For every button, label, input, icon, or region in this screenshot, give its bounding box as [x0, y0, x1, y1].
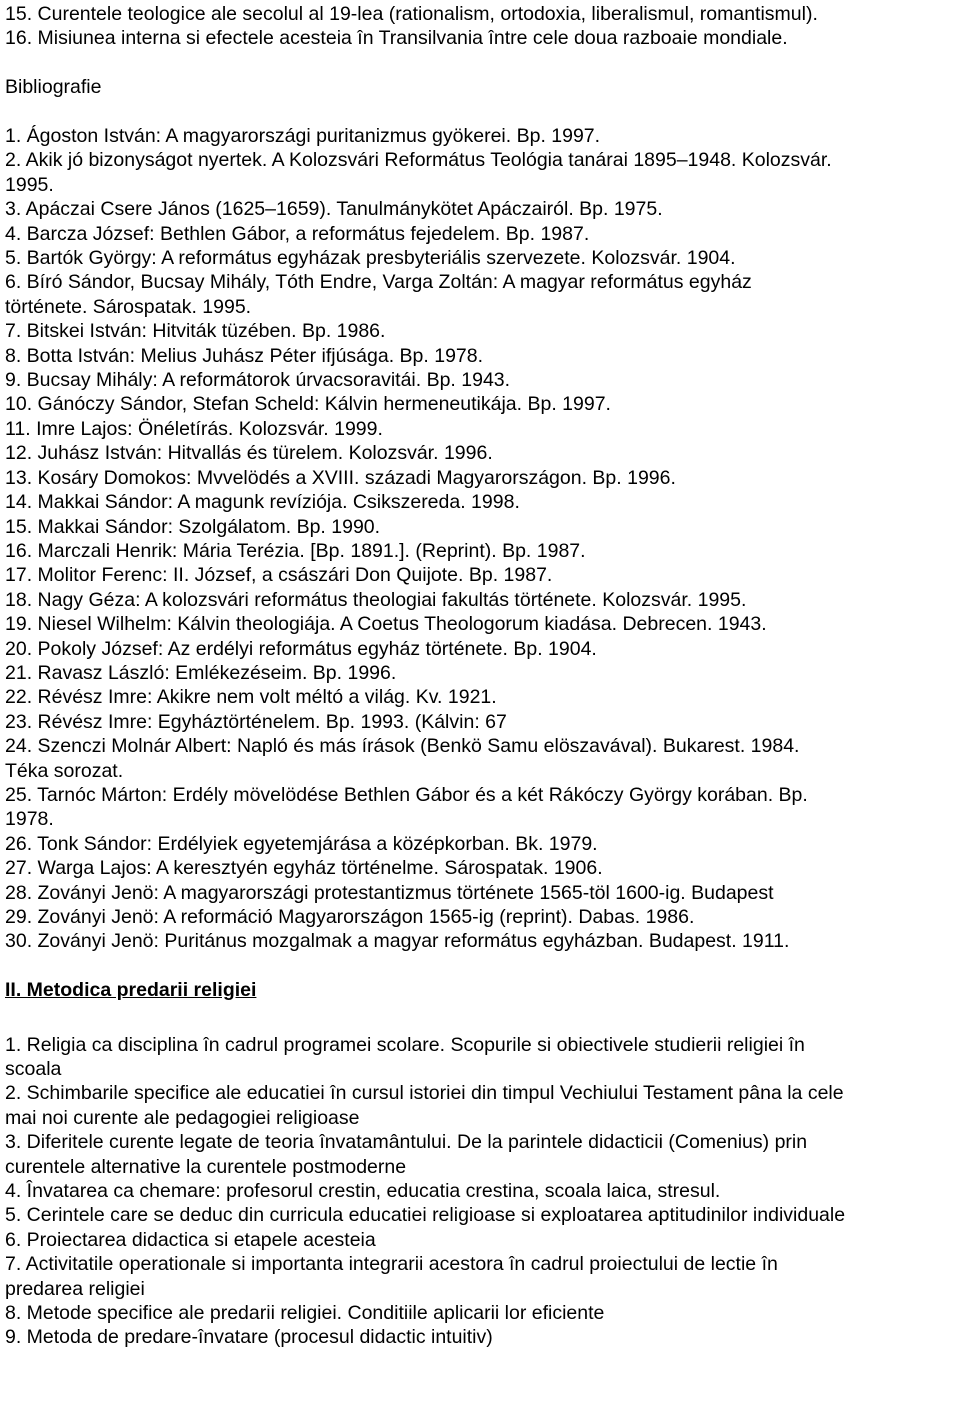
- bibliography-entry: 1978.: [5, 808, 54, 831]
- document-page: [5, 2, 955, 1350]
- bibliography-entry: 17. Molitor Ferenc: II. József, a császári Don Quijote. Bp. 1987.: [5, 564, 553, 587]
- bibliography-entry: 20. Pokoly József: Az erdélyi református egyház története. Bp. 1904.: [5, 637, 597, 660]
- bibliography-title: Bibliografie: [5, 76, 102, 99]
- bibliography-entry: 29. Zoványi Jenö: A reformáció Magyarországon 1565-ig (reprint). Dabas. 1986.: [5, 906, 695, 928]
- bibliography-entry: 19. Niesel Wilhelm: Kálvin theologiája. A Coetus Theologorum kiadása. Debrecen. 1943.: [5, 613, 767, 636]
- bibliography-entry: 2. Akik jó bizonyságot nyertek. A Kolozsvári Református Teológia tanárai 1895–1948. Kolozsvár.: [5, 149, 832, 172]
- section-item: 7. Activitatile operationale si importanta integrarii acestora în cadrul proiectului de lectie în: [5, 1253, 778, 1276]
- bibliography-entry: 6. Bíró Sándor, Bucsay Mihály, Tóth Endre, Varga Zoltán: A magyar református egyház: [5, 271, 752, 294]
- bibliography-entry: 1. Ágoston István: A magyarországi puritanizmus gyökerei. Bp. 1997.: [5, 125, 601, 147]
- bibliography-entry: 7. Bitskei István: Hitviták tüzében. Bp. 1986.: [5, 320, 386, 343]
- section-item: 8. Metode specifice ale predarii religiei. Conditiile aplicarii lor eficiente: [5, 1302, 605, 1325]
- bibliography-entry: Téka sorozat.: [5, 759, 124, 782]
- bibliography-entry: 1995.: [5, 173, 54, 196]
- section-item: 5. Cerintele care se deduc din curricula educatiei religioase si exploatarea aptitudinilor individuale: [5, 1204, 846, 1227]
- section-item: 3. Diferitele curente legate de teoria învatamântului. De la parintele didacticii (Comenius) prin: [5, 1131, 808, 1154]
- bibliography-entry: 22. Révész Imre: Akikre nem volt méltó a világ. Kv. 1921.: [5, 686, 497, 709]
- bibliography-entry: története. Sárospatak. 1995.: [5, 295, 252, 318]
- bibliography-entry: 16. Marczali Henrik: Mária Terézia. [Bp. 1891.]. (Reprint). Bp. 1987.: [5, 539, 586, 562]
- section-item: scoala: [5, 1058, 62, 1081]
- section-item: 9. Metoda de predare-învatare (procesul didactic intuitiv): [5, 1326, 493, 1349]
- section-item: 1. Religia ca disciplina în cadrul programei scolare. Scopurile si obiectivele studierii religiei în: [5, 1033, 805, 1056]
- section-item: curentele alternative la curentele postmoderne: [5, 1155, 407, 1178]
- bibliography-entry: 8. Botta István: Melius Juhász Péter ifjúsága. Bp. 1978.: [5, 344, 484, 367]
- bibliography-entry: 27. Warga Lajos: A keresztyén egyház történelme. Sárospatak. 1906.: [5, 857, 603, 880]
- bibliography-entry: 25. Tarnóc Márton: Erdély mövelödése Bethlen Gábor és a két Rákóczy György korában. Bp.: [5, 783, 808, 806]
- bibliography-entry: 9. Bucsay Mihály: A reformátorok úrvacsoravitái. Bp. 1943.: [5, 369, 511, 392]
- bibliography-entry: 5. Bartók György: A református egyházak presbyteriális szervezete. Kolozsvár. 1904.: [5, 247, 736, 270]
- bibliography-entry: 28. Zoványi Jenö: A magyarországi protestantizmus története 1565-töl 1600-ig. Budapest: [5, 881, 774, 904]
- section-list: [5, 1033, 955, 1350]
- bibliography-entry: 30. Zoványi Jenö: Puritánus mozgalmak a magyar református egyházban. Budapest. 1911.: [5, 930, 790, 953]
- section-heading: II. Metodica predarii religiei: [5, 979, 257, 1002]
- section-item: 6. Proiectarea didactica si etapele acesteia: [5, 1228, 376, 1251]
- bibliography-entry: 4. Barcza József: Bethlen Gábor, a református fejedelem. Bp. 1987.: [5, 222, 590, 245]
- bibliography-entry: 26. Tonk Sándor: Erdélyiek egyetemjárása a középkorban. Bk. 1979.: [5, 832, 598, 855]
- topic-line: 15. Curentele teologice ale secolul al 19-lea (rationalism, ortodoxia, liberalismul, romantismul).: [5, 3, 818, 25]
- topic-line: 16. Misiunea interna si efectele acesteia în Transilvania între cele doua razboaie mondiale.: [5, 27, 788, 50]
- top-list: [5, 2, 955, 51]
- bibliography-entry: 12. Juhász István: Hitvallás és türelem. Kolozsvár. 1996.: [5, 442, 493, 465]
- bibliography-entry: 13. Kosáry Domokos: Mvvelödés a XVIII. századi Magyarországon. Bp. 1996.: [5, 466, 676, 489]
- section-item: predarea religiei: [5, 1277, 145, 1300]
- bibliography-entry: 21. Ravasz László: Emlékezéseim. Bp. 1996.: [5, 661, 397, 684]
- section-item: 4. Învatarea ca chemare: profesorul crestin, educatia crestina, scoala laica, stresul.: [5, 1180, 721, 1203]
- bibliography-list: [5, 124, 955, 954]
- bibliography-entry: 24. Szenczi Molnár Albert: Napló és más írások (Benkö Samu elöszavával). Bukarest. 1984.: [5, 735, 800, 758]
- bibliography-entry: 10. Gánóczy Sándor, Stefan Scheld: Kálvin hermeneutikája. Bp. 1997.: [5, 393, 611, 416]
- bibliography-entry: 14. Makkai Sándor: A magunk revíziója. Csikszereda. 1998.: [5, 491, 520, 514]
- section-item: mai noi curente ale pedagogiei religioase: [5, 1106, 360, 1129]
- bibliography-entry: 3. Apáczai Csere János (1625–1659). Tanulmánykötet Apáczairól. Bp. 1975.: [5, 198, 663, 221]
- bibliography-entry: 11. Imre Lajos: Önéletírás. Kolozsvár. 1999.: [5, 417, 383, 440]
- bibliography-entry: 23. Révész Imre: Egyháztörténelem. Bp. 1993. (Kálvin: 67: [5, 710, 507, 733]
- bibliography-entry: 15. Makkai Sándor: Szolgálatom. Bp. 1990.: [5, 515, 381, 538]
- bibliography-entry: 18. Nagy Géza: A kolozsvári református theologiai fakultás története. Kolozsvár. 1995.: [5, 588, 747, 611]
- section-item: 2. Schimbarile specifice ale educatiei în cursul istoriei din timpul Vechiului Testament pâna la cele: [5, 1082, 844, 1105]
